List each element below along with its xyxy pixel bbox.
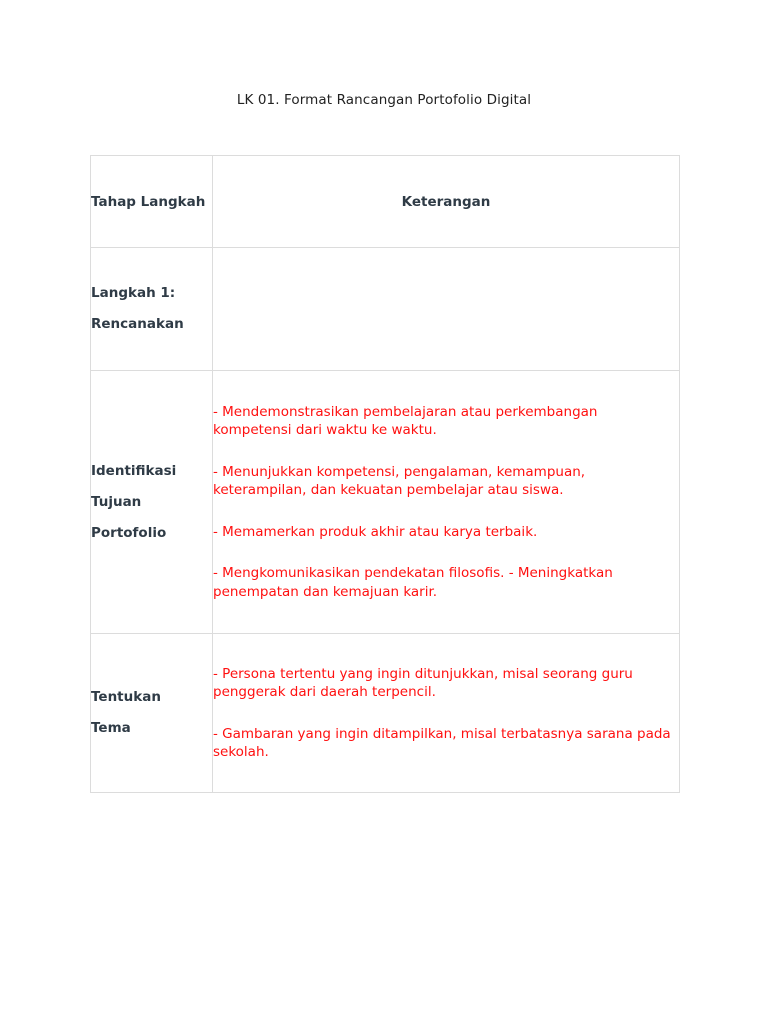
description-cell (213, 248, 680, 371)
table-header-row (91, 156, 680, 248)
step-label: Tema (91, 720, 131, 736)
header-keterangan: Keterangan (213, 156, 680, 248)
table-row (91, 371, 680, 634)
lk-table (90, 155, 680, 793)
step-label: Portofolio (91, 524, 167, 541)
description-item: - Gambaran yang ingin ditampilkan, misal terbatasnya sarana pada sekolah. (213, 725, 671, 760)
description-cell (213, 634, 680, 793)
description-item: - Persona tertentu yang ingin ditunjukkan, misal seorang guru penggerak dari daerah terpencil. (213, 665, 633, 700)
step-label: Rencanakan (91, 316, 184, 332)
description-cell (213, 371, 680, 634)
step-cell (91, 634, 213, 793)
step-label: Tujuan (91, 493, 142, 510)
header-tahap-langkah: Tahap Langkah (91, 156, 213, 248)
description-item: - Mengkomunikasikan pendekatan filosofis. - Meningkatkan penempatan dan kemajuan karir. (213, 565, 613, 600)
step-cell (91, 371, 213, 634)
table-row (91, 248, 680, 371)
description-item: - Mendemonstrasikan pembelajaran atau perkembangan kompetensi dari waktu ke waktu. (213, 403, 598, 439)
table-row (91, 634, 680, 793)
step-label: Identifikasi (91, 462, 177, 479)
description-item: - Memamerkan produk akhir atau karya terbaik. (213, 523, 538, 540)
step-label: Tentukan (91, 689, 161, 705)
step-label: Langkah 1: (91, 285, 176, 301)
description-item: - Menunjukkan kompetensi, pengalaman, kemampuan, keterampilan, dan kekuatan pembelajar atau siswa. (213, 463, 586, 499)
document-title: LK 01. Format Rancangan Portofolio Digital (236, 92, 532, 108)
step-cell (91, 248, 213, 371)
